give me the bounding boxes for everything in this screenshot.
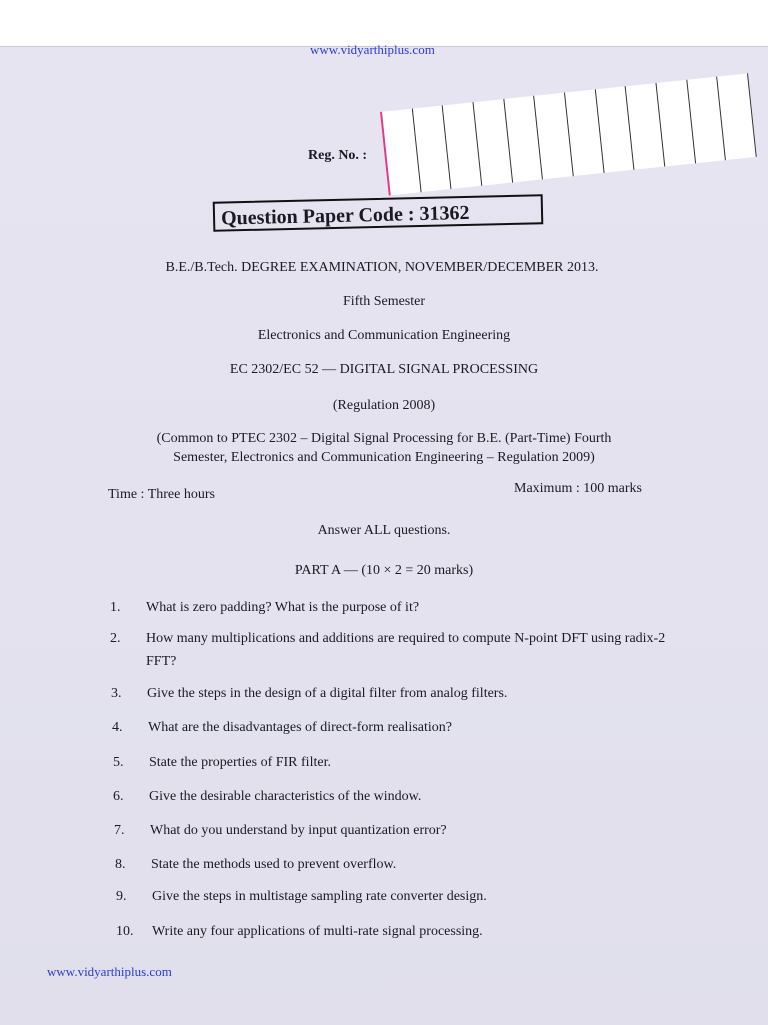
time-allowed: Time : Three hours bbox=[108, 487, 215, 502]
instruction: Answer ALL questions. bbox=[317, 523, 451, 538]
question-number: 5. bbox=[113, 755, 124, 770]
subject-title: EC 2302/EC 52 — DIGITAL SIGNAL PROCESSING bbox=[229, 362, 539, 377]
question-text: Give the steps in the design of a digital filter from analog filters. bbox=[147, 686, 508, 701]
part-a-heading: PART A — (10 × 2 = 20 marks) bbox=[294, 563, 474, 578]
degree-exam-title: B.E./B.Tech. DEGREE EXAMINATION, NOVEMBER/DECEMBER 2013. bbox=[165, 260, 599, 275]
common-to-line-1: (Common to PTEC 2302 – Digital Signal Processing for B.E. (Part-Time) Fourth bbox=[156, 431, 612, 446]
question-number: 10. bbox=[116, 924, 134, 939]
question-text: State the methods used to prevent overflow. bbox=[151, 857, 397, 872]
question-text: What are the disadvantages of direct-form realisation? bbox=[148, 720, 452, 735]
question-number: 4. bbox=[112, 720, 123, 735]
question-number: 8. bbox=[115, 857, 126, 872]
question-text: What is zero padding? What is the purpose of it? bbox=[146, 600, 420, 615]
question-number: 6. bbox=[113, 789, 124, 804]
question-text: How many multiplications and additions are required to compute N-point DFT using radix-2 FFT? bbox=[146, 631, 666, 669]
common-to-line-2: Semester, Electronics and Communication Engineering – Regulation 2009) bbox=[173, 450, 595, 465]
reg-number-label: Reg. No. : bbox=[308, 148, 368, 163]
common-to-note bbox=[0, 429, 768, 467]
semester: Fifth Semester bbox=[342, 294, 426, 309]
question-paper-code: 31362 bbox=[419, 201, 470, 226]
question-text: Write any four applications of multi-rate signal processing. bbox=[152, 924, 483, 939]
question-number: 2. bbox=[110, 631, 121, 646]
question-paper-code-label: Question Paper Code : bbox=[220, 203, 415, 230]
question-number: 7. bbox=[114, 823, 125, 838]
maximum-marks: Maximum : 100 marks bbox=[514, 481, 642, 496]
website-link-top[interactable]: www.vidyarthiplus.com bbox=[310, 42, 435, 57]
question-text: State the properties of FIR filter. bbox=[149, 755, 331, 770]
question-text: Give the desirable characteristics of the window. bbox=[149, 789, 422, 804]
regulation: (Regulation 2008) bbox=[332, 398, 436, 413]
branch: Electronics and Communication Engineering bbox=[257, 328, 511, 343]
scan-top-margin bbox=[0, 0, 768, 46]
question-text: Give the steps in multistage sampling rate converter design. bbox=[152, 889, 487, 904]
question-text: What do you understand by input quantization error? bbox=[150, 823, 447, 838]
question-number: 1. bbox=[110, 600, 121, 615]
website-link-bottom[interactable]: www.vidyarthiplus.com bbox=[47, 964, 172, 979]
question-number: 3. bbox=[111, 686, 122, 701]
question-number: 9. bbox=[116, 889, 127, 904]
